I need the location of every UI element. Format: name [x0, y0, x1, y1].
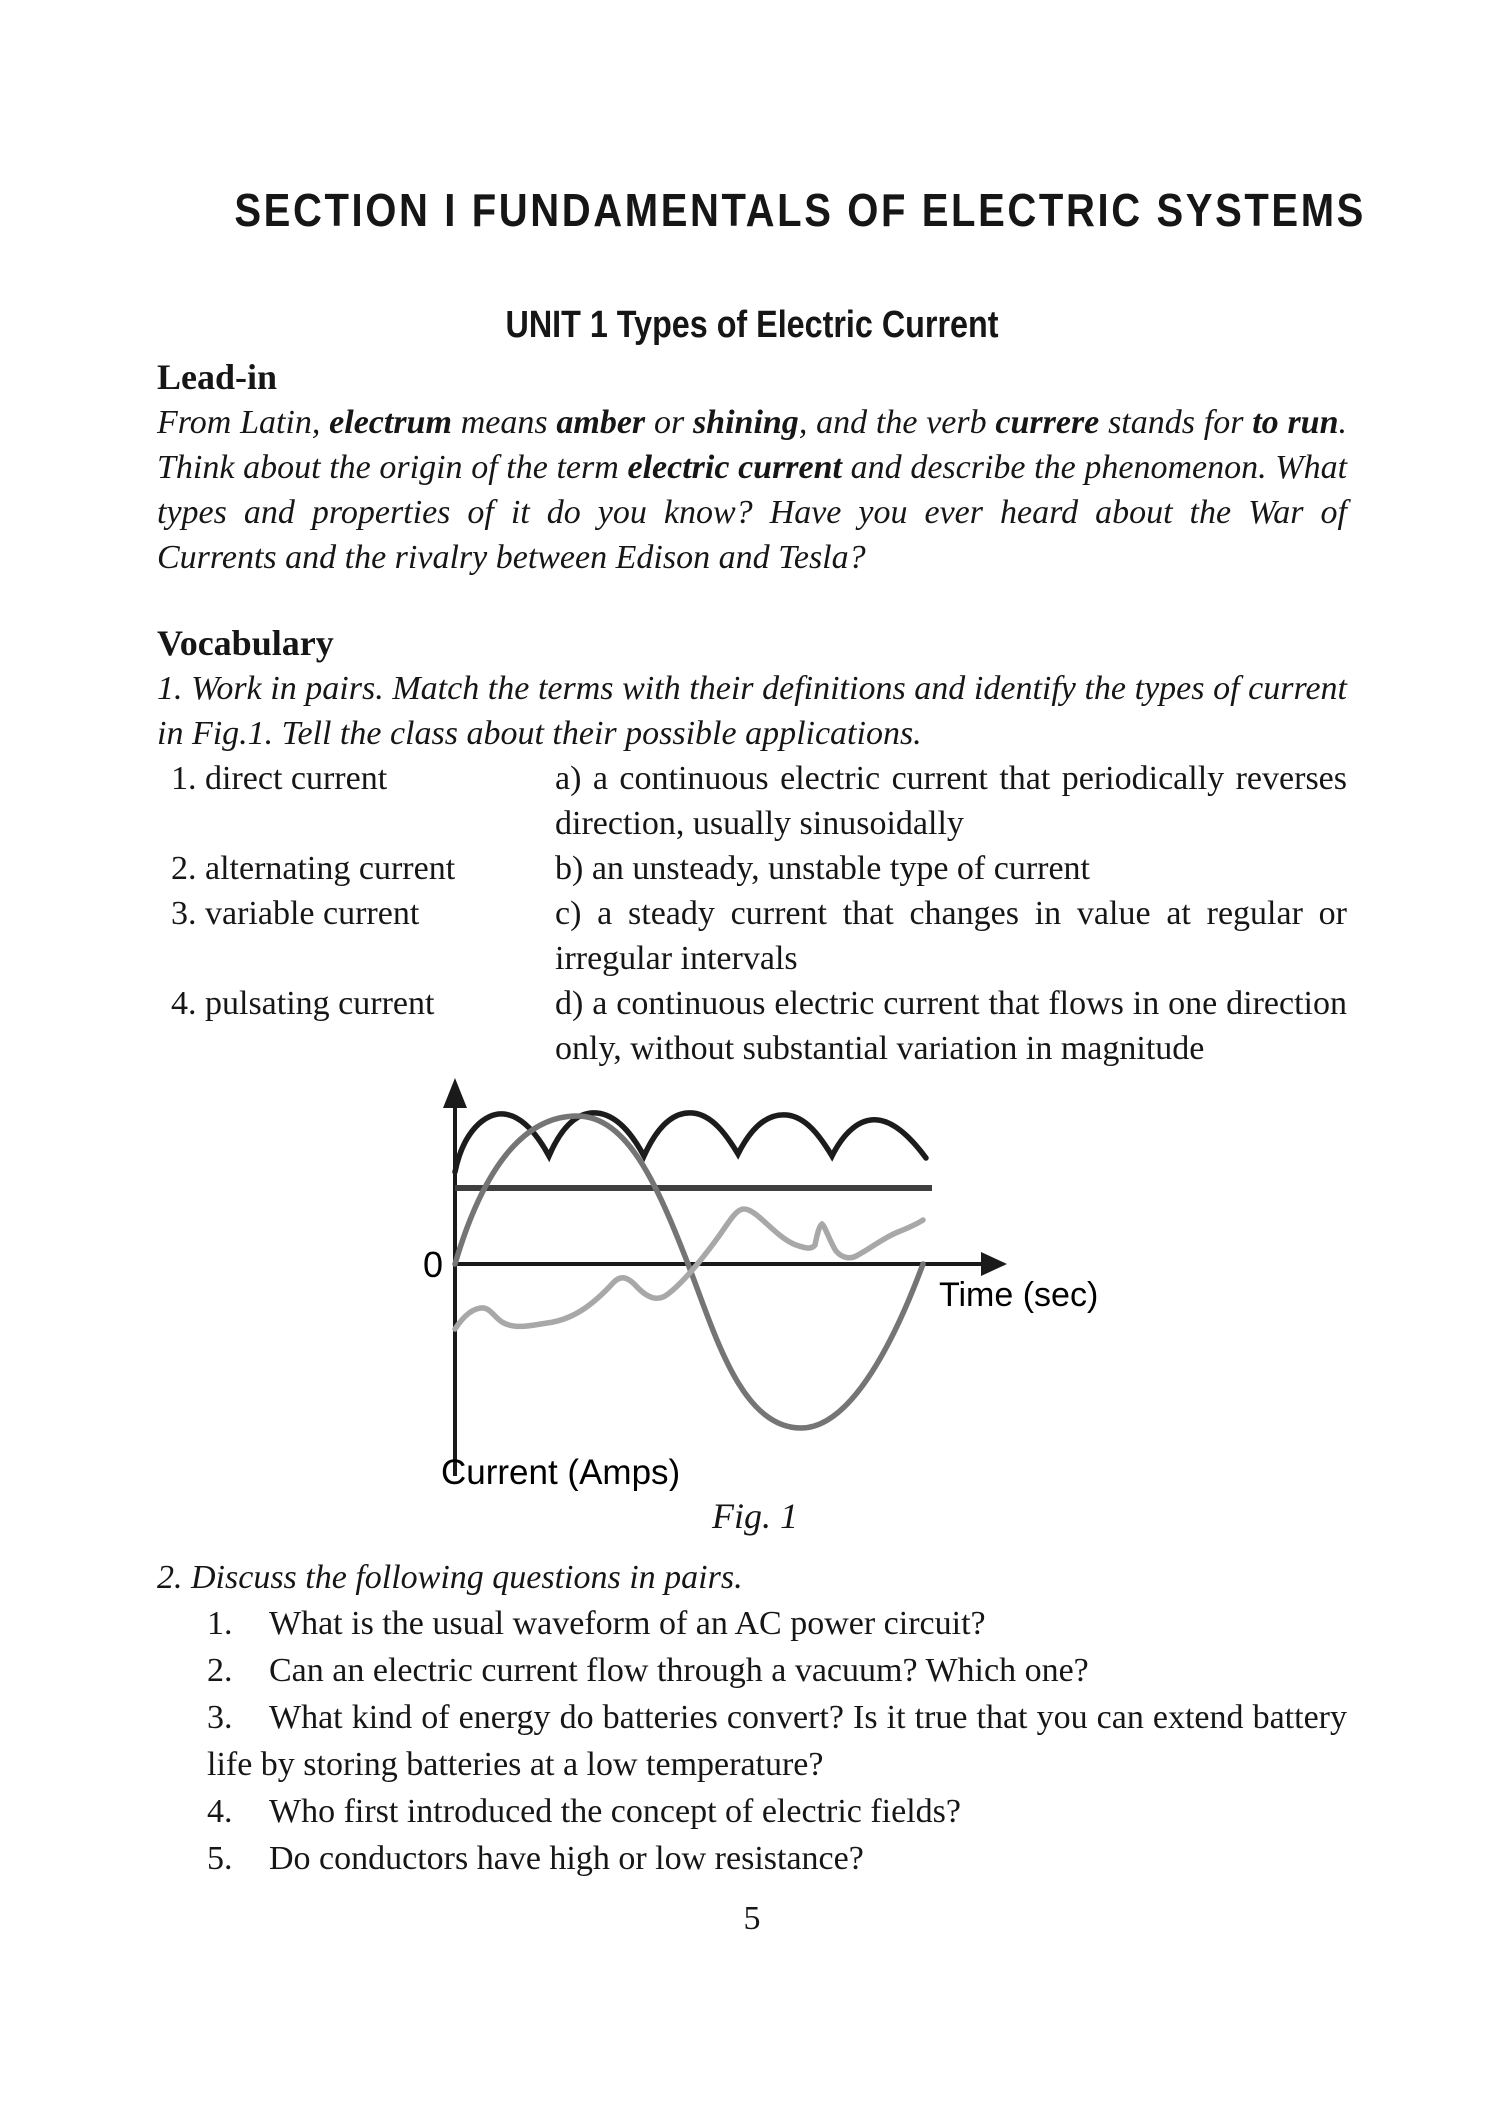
page-number: 5 — [743, 1900, 761, 1937]
figure-caption: Fig. 1 — [712, 1496, 798, 1536]
match-row — [157, 756, 1347, 846]
question-list — [157, 1600, 1347, 1882]
question-number: 2. — [207, 1652, 233, 1689]
match-row — [157, 846, 1347, 891]
lead-segment: From Latin, — [157, 404, 330, 441]
definition-cell: c) a steady current that changes in value at regular or irregular intervals — [555, 895, 1347, 977]
lead-segment: . Think about the origin of the term — [157, 404, 1347, 486]
question-text: What is the usual waveform of an AC power circuit? — [269, 1605, 986, 1642]
definition-cell: d) a continuous electric current that flows in one direction only, without substantial variation in magnitude — [555, 985, 1347, 1067]
figure-1 — [405, 1076, 1105, 1539]
question-number: 5. — [207, 1840, 233, 1877]
term-cell: 1. direct current — [171, 760, 388, 797]
match-row — [157, 891, 1347, 981]
question-item — [157, 1694, 1347, 1788]
question-item — [157, 1647, 1347, 1694]
discussion-section — [157, 1555, 1347, 1882]
lead-segment-bold: to run — [1252, 404, 1339, 441]
term-cell: 2. alternating current — [171, 850, 456, 887]
lead-segment: means — [451, 404, 557, 441]
up-arrowhead-icon — [443, 1078, 467, 1108]
definition-cell: b) an unsteady, unstable type of current — [555, 850, 1091, 887]
discussion-instruction: 2. Discuss the following questions in pairs. — [157, 1559, 743, 1596]
current-axis-label: Current (Amps) — [441, 1453, 681, 1491]
time-axis-label: Time (sec) — [939, 1276, 1099, 1314]
vocabulary-heading: Vocabulary — [157, 623, 334, 663]
question-text: What kind of energy do batteries convert? Is it true that you can extend battery life by storing batteries at a low temperature? — [207, 1699, 1347, 1783]
origin-label: 0 — [422, 1244, 443, 1285]
section-title: SECTION I FUNDAMENTALS OF ELECTRIC SYSTEMS — [234, 184, 1366, 236]
unit-title: UNIT 1 Types of Electric Current — [505, 304, 999, 346]
lead-in-paragraph — [157, 400, 1347, 580]
lead-segment-bold: shining — [692, 404, 799, 441]
term-cell: 3. variable current — [171, 895, 420, 932]
question-text: Do conductors have high or low resistance? — [269, 1840, 864, 1877]
lead-segment-bold: currere — [995, 404, 1100, 441]
term-cell: 4. pulsating current — [171, 985, 435, 1022]
lead-segment-bold: electric current — [627, 449, 842, 486]
pulsating-current-curve — [455, 1113, 926, 1172]
match-row — [157, 981, 1347, 1071]
question-number: 1. — [207, 1605, 233, 1642]
matching-exercise — [157, 756, 1347, 1071]
lead-segment-bold: electrum — [329, 404, 452, 441]
question-text: Can an electric current flow through a vacuum? Which one? — [269, 1652, 1089, 1689]
lead-segment: stands for — [1099, 404, 1253, 441]
current-waveforms-chart — [405, 1076, 1105, 1491]
lead-segment: or — [645, 404, 693, 441]
question-item — [157, 1788, 1347, 1835]
lead-in-heading: Lead-in — [157, 357, 278, 397]
question-item — [157, 1835, 1347, 1882]
lead-segment-bold: amber — [556, 404, 646, 441]
question-number: 4. — [207, 1793, 233, 1830]
question-item — [157, 1600, 1347, 1647]
vocabulary-instruction: 1. Work in pairs. Match the terms with their definitions and identify the types of current in Fig.1. Tell the class about their possible applications. — [157, 670, 1347, 752]
question-number: 3. — [207, 1699, 233, 1736]
question-text: Who first introduced the concept of electric fields? — [269, 1793, 961, 1830]
right-arrowhead-icon — [981, 1252, 1007, 1276]
definition-cell: a) a continuous electric current that periodically reverses direction, usually sinusoidally — [555, 760, 1347, 842]
lead-segment: , and the verb — [798, 404, 996, 441]
lead-segment: and describe the phenomenon. What types and properties of it do you know? Have you ever heard about the War of Currents and the rivalry between Edison and Tesla? — [157, 449, 1348, 576]
